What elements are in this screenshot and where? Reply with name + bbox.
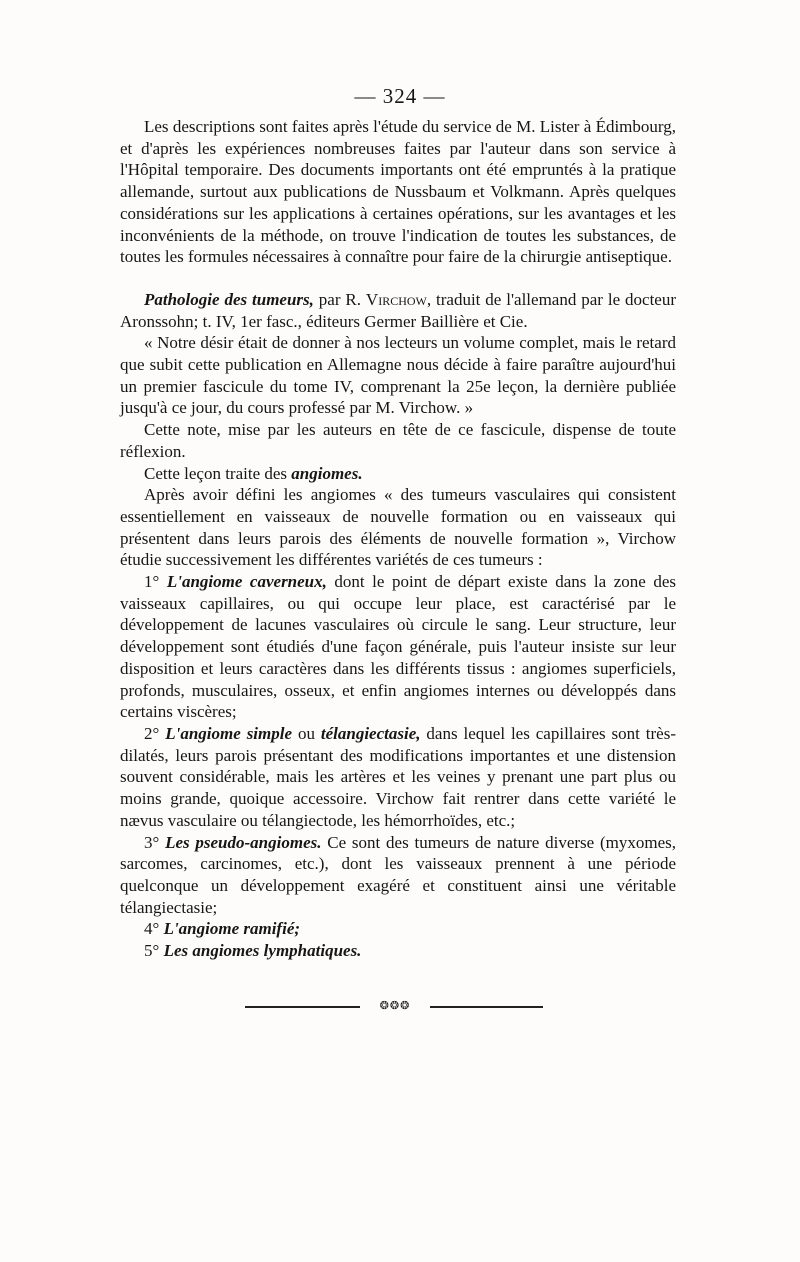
paragraph-gap xyxy=(120,268,676,289)
item-number: 2° xyxy=(144,723,166,743)
item-title: L'angiome ramifié; xyxy=(163,919,301,939)
item-title: L'angiome caverneux, xyxy=(166,572,327,592)
book-reference xyxy=(120,289,676,332)
item-connector: ou xyxy=(292,723,321,743)
item-title: L'angiome simple xyxy=(165,723,293,743)
list-item xyxy=(120,832,676,919)
item-number: 1° xyxy=(144,572,167,592)
quote-paragraph: « Notre désir était de donner à nos lecteurs un volume complet, mais le retard que subit cette publication en Allemagne nous décide à faire paraître aujourd'hui un premier fascicule du tome IV, comprenant la 25e leçon, la dernière publiée jusqu'à ce jour, du cours professé par M. Virchow. » xyxy=(120,333,676,418)
lecon-text: Cette leçon traite des xyxy=(144,463,292,483)
lecon-subject: angiomes. xyxy=(291,463,363,483)
list-item xyxy=(120,723,676,832)
book-by: par R. xyxy=(313,289,366,309)
page-number: — 324 — xyxy=(354,84,446,108)
item-title: Les pseudo-angiomes. xyxy=(165,832,322,852)
list-item xyxy=(120,918,676,940)
divider-ornament: ❂❂❂ xyxy=(360,1001,430,1012)
item-number: 4° xyxy=(144,919,164,939)
item-text: dans lequel les capillaires sont très-dilatés, leurs parois présentant des modifications importantes et une distension souvent considérable, mais les artères et les veines y prenant une part plus ou moins grande, quoique accessoire. Virchow fait rentrer dans cette variété le nævus vasculaire ou télangiectode, les hémorrhoïdes, etc.; xyxy=(120,723,676,830)
item-number: 3° xyxy=(144,832,166,852)
paragraph-lister: Les descriptions sont faites après l'étude du service de M. Lister à Édimbourg, et d'après les expériences nombreuses faites par l'auteur dans son service à l'Hôpital temporaire. Des documents importants ont été empruntés à la pratique allemande, surtout aux publications de Nussbaum et Volkmann. Après quelques considérations sur les applications à certaines opérations, sur les avantages et les inconvénients de la méthode, on trouve l'indication de toutes les substances, de toutes les formules nécessaires à connaître pour faire de la chirurgie antiseptique. xyxy=(120,117,676,267)
book-author: Virchow xyxy=(365,289,427,309)
page-body xyxy=(120,116,676,962)
item-text: dont le point de départ existe dans la zone des vaisseaux capillaires, ou qui occupe leur place, est caractérisé par le développement de lacunes vasculaires où circule le sang. Leur structure, leur développement sont étudiés d'une façon générale, puis l'auteur insiste sur leur disposition et leurs caractères dans les différents tissus : angiomes superficiels, profonds, musculaires, osseux, et enfin angiomes internes ou développés dans certains viscères; xyxy=(120,572,676,722)
item-number: 5° xyxy=(144,941,164,961)
list-item xyxy=(120,571,676,723)
list-item xyxy=(120,940,676,962)
item-title: Les angiomes lymphatiques. xyxy=(163,941,362,961)
definition-paragraph: Après avoir défini les angiomes « des tumeurs vasculaires qui consistent essentiellement en vaisseaux de nouvelle formation ou en vaisseaux qui présentent dans leurs parois des éléments de nouvelle formation », Virchow étudie successivement les différentes variétés de ces tumeurs : xyxy=(120,485,676,570)
lecon-paragraph xyxy=(120,463,676,485)
item-title-alt: télangiectasie, xyxy=(320,723,421,743)
note-paragraph: Cette note, mise par les auteurs en tête de ce fascicule, dispense de toute réflexion. xyxy=(120,420,676,461)
book-details: , traduit de l'allemand par le docteur Aronssohn; t. IV, 1er fasc., éditeurs Germer Baillière et Cie. xyxy=(120,289,677,331)
item-text: Ce sont des tumeurs de nature diverse (myxomes, sarcomes, carcinomes, etc.), dont les vaisseaux prennent à une période quelconque un développement exagéré et constituent ainsi une véritable télangiectasie; xyxy=(120,832,676,917)
book-title: Pathologie des tumeurs, xyxy=(144,289,314,309)
